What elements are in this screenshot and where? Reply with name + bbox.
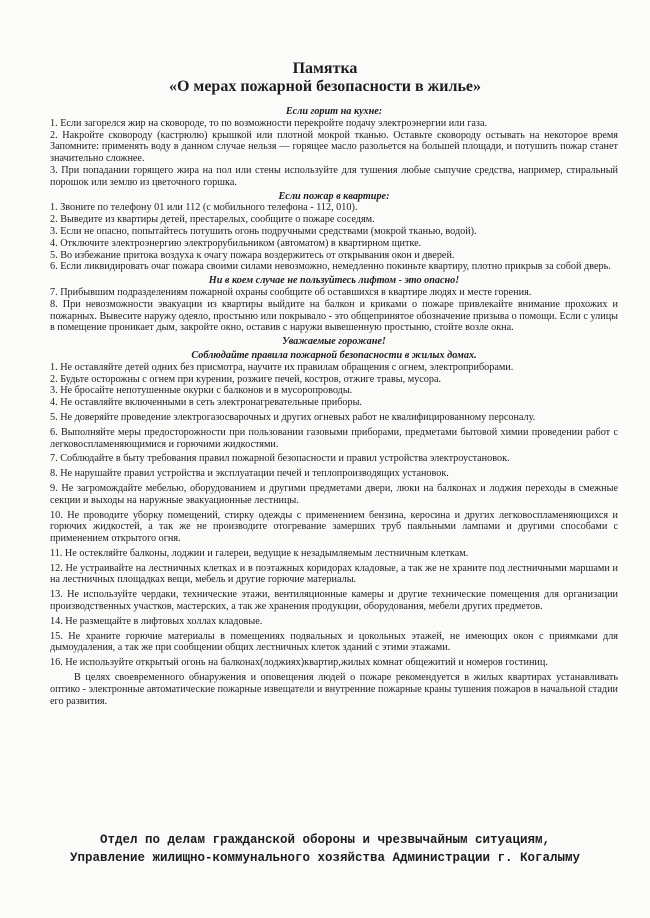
list-item: 1. Если загорелся жир на сковороде, то по возможности перекройте подачу электроэнергии или газа. xyxy=(50,117,488,129)
list-item: 2. Будьте осторожны с огнем при курении, розжиге печей, костров, отжиге травы, мусора. xyxy=(50,373,442,385)
list-item: 9. Не загромождайте мебелью, оборудованием и другими предметами двери, люки на балконах и лоджия переходы в смежные секции и выходы на наружные эвакуационные лестницы. xyxy=(50,482,618,506)
section-heading: Соблюдайте правила пожарной безопасности в жилых домах. xyxy=(191,349,477,361)
list-item: 1. Не оставляйте детей одних без присмотра, научите их правилам обращения с огнем, электроприборами. xyxy=(50,361,514,373)
document-body xyxy=(50,104,618,707)
footer-department: Отдел по делам гражданской обороны и чрезвычайным ситуациям, xyxy=(99,833,551,847)
footer-administration: Управление жилищно-коммунального хозяйства Администрации г. Когалыму xyxy=(69,851,581,865)
list-item: 8. При невозможности эвакуации из квартиры выйдите на балкон и криками о пожаре привлекайте внимание прохожих и пожарных. Вывесите наружу одеяло, простыню или покрывало - это общепринятое обозначение призыва о помощи. Если с улицы в помещение проникает дым, закройте окно, оставив с наружи вывешенную простыню, стойте возле окна. xyxy=(50,298,618,334)
list-item: 13. Не используйте чердаки, технические этажи, вентиляционные камеры и другие технические помещения для организации производственных участков, мастерских, а так же хранения продукции, оборудования, мебели других предметов. xyxy=(50,589,618,613)
list-item: 6. Если ликвидировать очаг пожара своими силами невозможно, немедленно покиньте квартиру, плотно прикрыв за собой дверь. xyxy=(50,261,611,273)
section-heading: Если пожар в квартире: xyxy=(278,190,390,202)
closing-note: В целях своевременного обнаружения и оповещения людей о пожаре рекомендуется в жилых квартирах устанавливать оптико - электронные автоматические пожарные извещатели и внутренние пожарные краны тушения пожаров в начальной стадии его развития. xyxy=(50,672,618,707)
list-item: 14. Не размещайте в лифтовых холлах кладовые. xyxy=(50,615,263,627)
section-heading: Ни в коем случае не пользуйтесь лифтом - это опасно! xyxy=(208,275,460,287)
list-item: 4. Не оставляйте включенными в сеть электронагревательные приборы. xyxy=(50,397,362,409)
list-item: 12. Не устраивайте на лестничных клетках и в поэтажных коридорах кладовые, а так же не храните под лестничными маршами и на лестничных площадках вещи, мебель и другие горючие материалы. xyxy=(50,562,618,586)
list-item: 16. Не используйте открытый огонь на балконах(лоджиях)квартир,жилых комнат общежитий и номеров гостиниц. xyxy=(50,657,548,669)
list-item: 3. При попадании горящего жира на пол или стены используйте для тушения любые сыпучие средства, например, стиральный порошок или землю из цветочного горшка. xyxy=(50,164,618,188)
list-item: 11. Не остекляйте балконы, лоджии и галереи, ведущие к незадымляемым лестничным клеткам. xyxy=(50,547,469,559)
list-item: 2. Выведите из квартиры детей, престарелых, сообщите о пожаре соседям. xyxy=(50,214,375,226)
list-item: 3. Если не опасно, попытайтесь потушить огонь подручными средствами (мокрой тканью, водой). xyxy=(50,225,477,237)
list-item: 8. Не нарушайте правил устройства и эксплуатации печей и теплопроизводящих установок. xyxy=(50,468,449,480)
list-item: 4. Отключите электроэнергию электрорубильником (автоматом) в квартирном щитке. xyxy=(50,237,422,249)
document-title: Памятка xyxy=(292,60,358,77)
list-item: 7. Прибывшим подразделениям пожарной охраны сообщите об оставшихся в квартире людях и месте горения. xyxy=(50,286,532,298)
list-item: 5. Не доверяйте проведение электрогазосварочных и других огневых работ не квалифицированному персоналу. xyxy=(50,411,536,423)
list-item: 15. Не храните горючие материалы в помещениях подвальных и цокольных этажей, не имеющих окон с приямками для дымоудаления, а так же при сообщении общих лестничных клеток зданий с этими этажами. xyxy=(50,630,618,654)
section-heading: Если горит на кухне: xyxy=(285,106,383,117)
document-subtitle: «О мерах пожарной безопасности в жилье» xyxy=(168,78,482,95)
list-item: 6. Выполняйте меры предосторожности при пользовании газовыми приборами, предметами бытовой химии проведении работ с легковоспламеняющимися и горючими жидкостями. xyxy=(50,426,618,450)
list-item: 5. Во избежание притока воздуха к очагу пожара воздержитесь от открывания окон и дверей. xyxy=(50,249,455,261)
list-item: 3. Не бросайте непотушенные окурки с балконов и в мусоропроводы. xyxy=(50,385,353,397)
list-item: 10. Не проводите уборку помещений, стирку одежды с применением бензина, керосина и других легковоспламеняющихся и горючих жидкостей, а так же не производите отогревание замерших труб паяльными лампами и другими способами с применением открытого огня. xyxy=(50,509,618,545)
list-item: 1. Звоните по телефону 01 или 112 (с мобильного телефона - 112, 010). xyxy=(50,202,358,214)
list-item: 7. Соблюдайте в быту требования правил пожарной безопасности и правил устройства электроустановок. xyxy=(50,453,510,465)
section-heading: Уважаемые горожане! xyxy=(282,336,386,348)
list-item: 2. Накройте сковороду (кастрюлю) крышкой или плотной мокрой тканью. Оставьте сковороду остывать на некоторое время Запомните: применять воду в данном случае нельзя — горящее масло разольется на большей площади, и потушить пожар станет значительно сложнее. xyxy=(50,129,618,165)
